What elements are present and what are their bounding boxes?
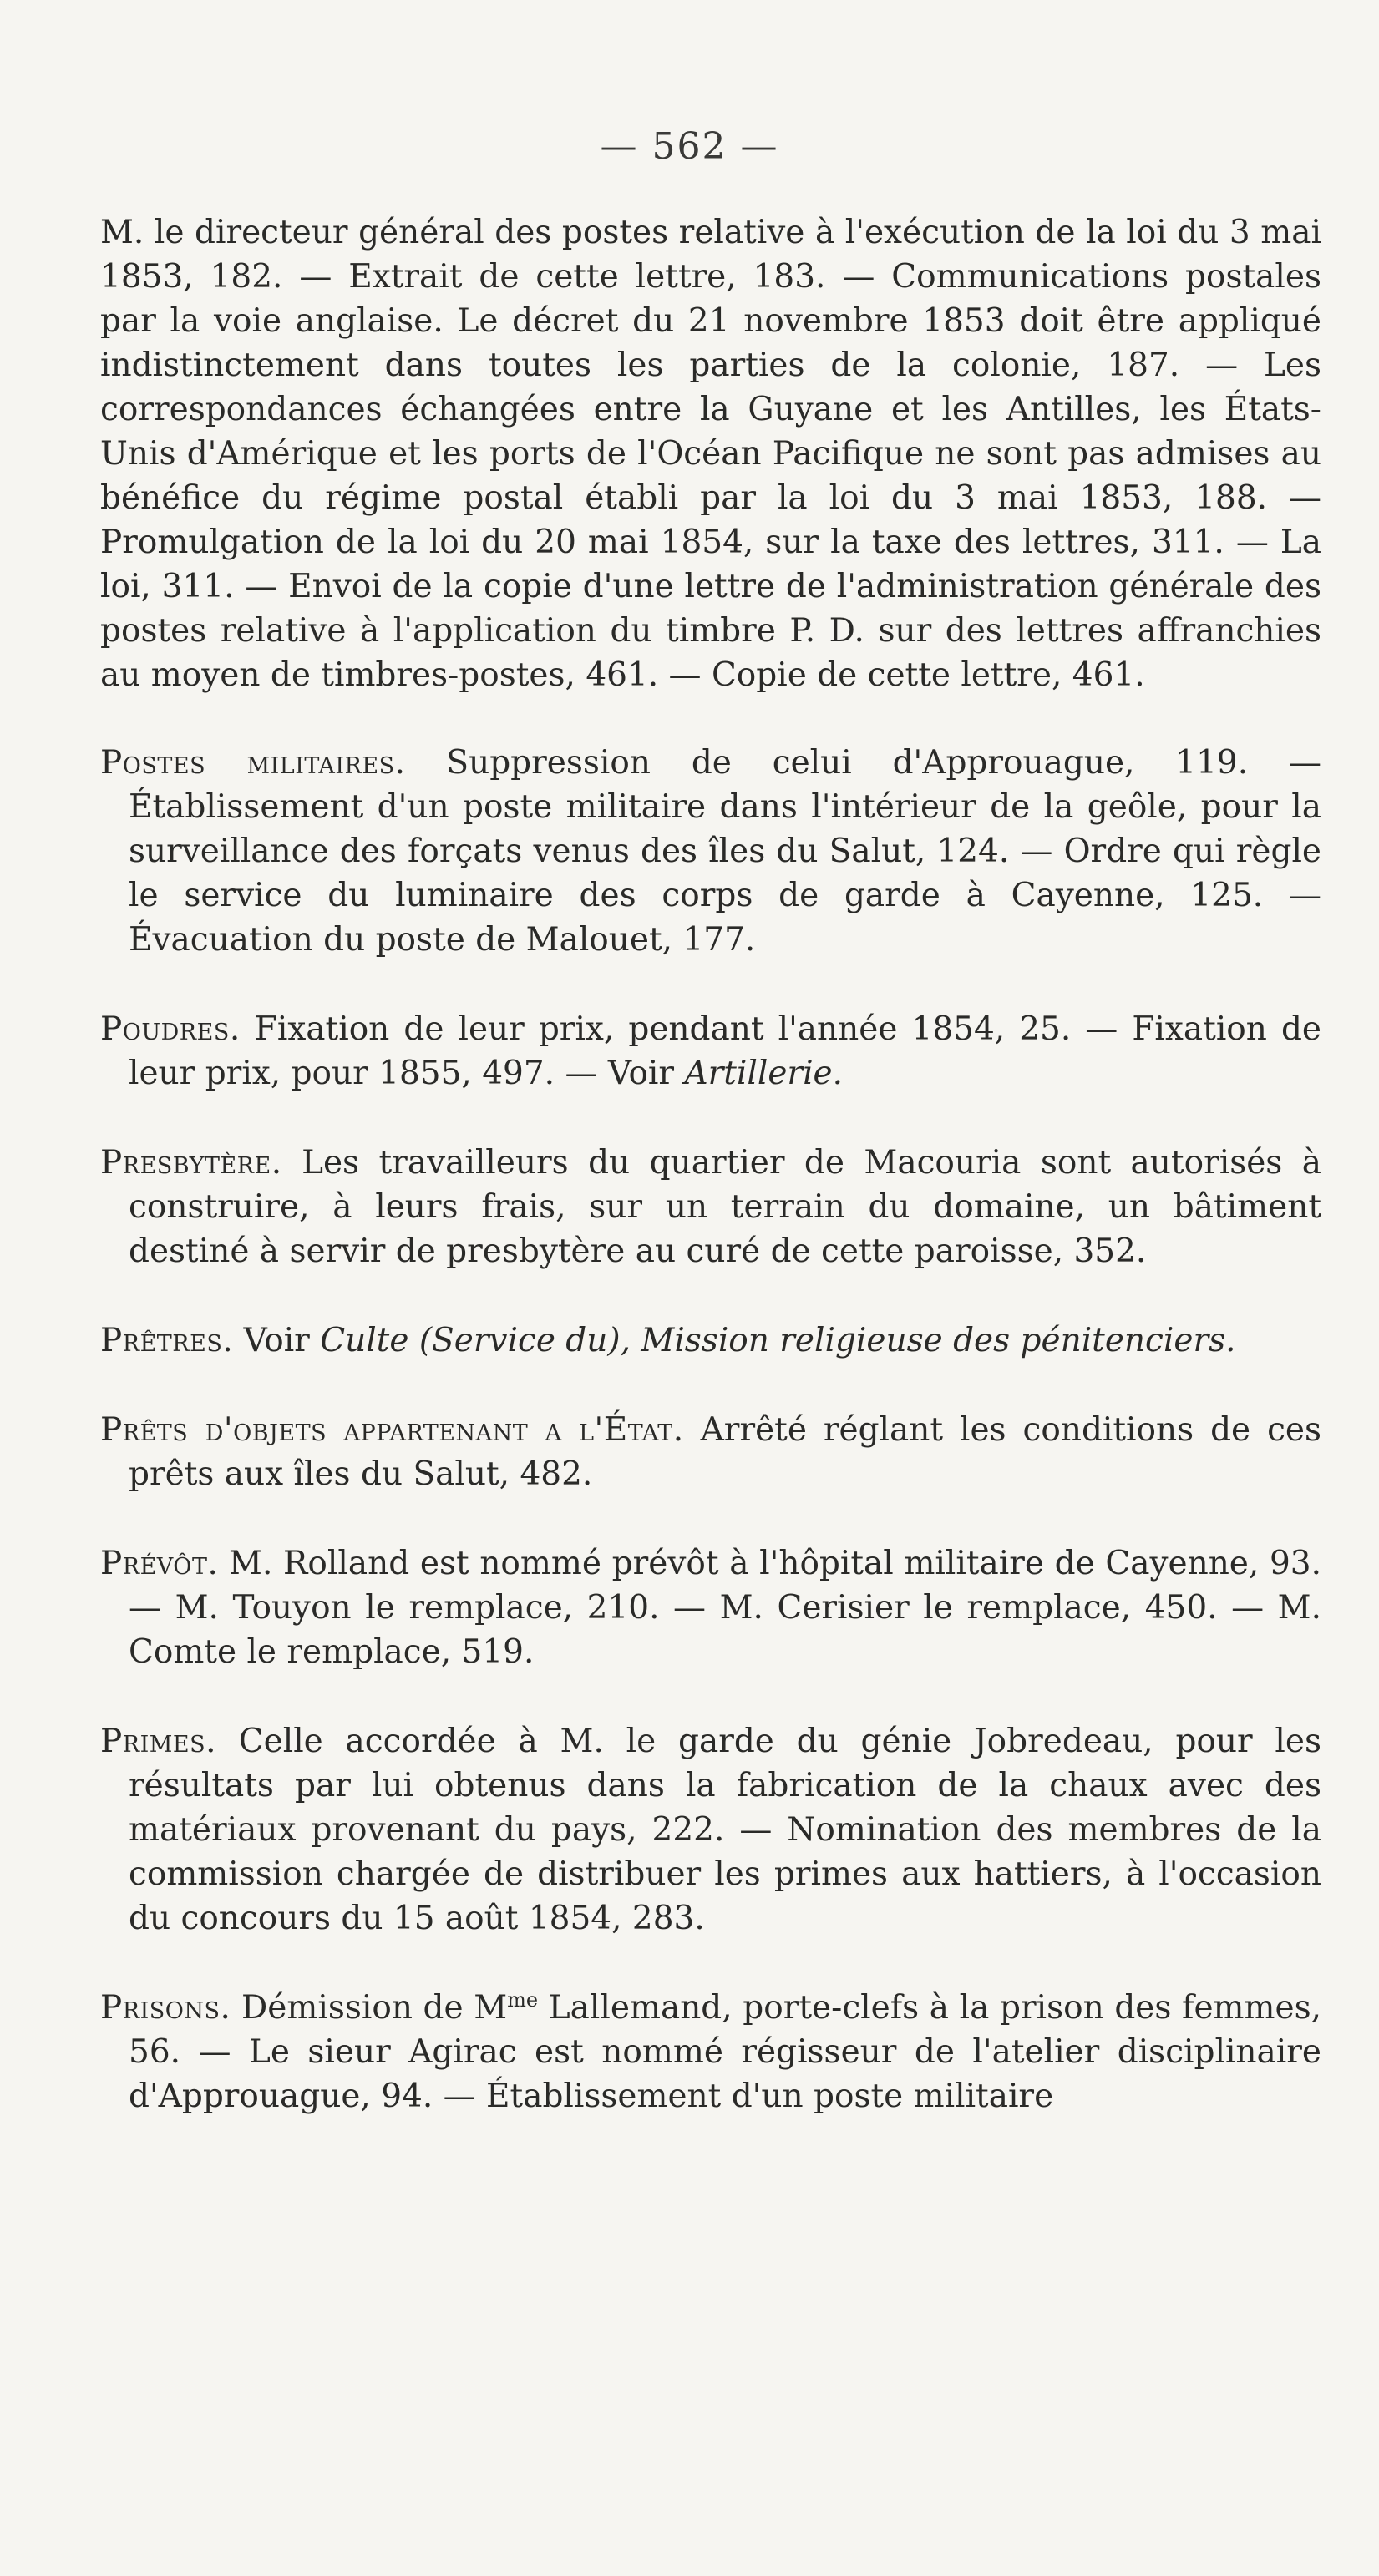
index-entry-poudres [100, 1007, 1321, 1096]
superscript-abbreviation: me [507, 1988, 539, 2012]
index-entry-postes-militaires [100, 741, 1321, 962]
entry-text: Suppression de celui d'Approuague, 119. — Établissement d'un poste militaire dans l'intérieur de la geôle, pour la surveillance des forçats venus des îles du Salut, 124. — Ordre qui règle le service du luminaire des corps de garde à Cayenne, 125. — Évacuation du poste de Malouet, 177. [129, 744, 1321, 959]
index-entry-primes [100, 1719, 1321, 1941]
entry-heading: Prévôt. [100, 1545, 219, 1582]
entry-text: M. le directeur général des postes relative à l'exécution de la loi du 3 mai 1853, 182. — Extrait de cette lettre, 183. — Communications postales par la voie anglaise. Le décret du 21 novembre 1853 doit être appliqué indistinctement dans toutes les parties de la colonie, 187. — Les correspondances échangées entre la Guyane et les Antilles, les États-Unis d'Amérique et les ports de l'Océan Pacifique ne sont pas admises au bénéfice du régime postal établi par la loi du 3 mai 1853, 188. — Promulgation de la loi du 20 mai 1854, sur la taxe des lettres, 311. — La loi, 311. — Envoi de la copie d'une lettre de l'administration générale des postes relative à l'application du timbre P. D. sur des lettres affranchies au moyen de timbres-postes, 461. — Copie de cette lettre, 461. [100, 214, 1321, 694]
index-entry-presbytere [100, 1141, 1321, 1273]
entry-heading: Poudres. [100, 1010, 241, 1048]
entry-heading: Postes militaires. [100, 744, 406, 782]
entry-text: Arrêté réglant les conditions de ces prêts aux îles du Salut, 482. [129, 1411, 1321, 1493]
entry-heading: Primes. [100, 1723, 216, 1760]
entry-text-start: Démission de M [241, 1989, 508, 2027]
index-entry-pretres [100, 1318, 1321, 1363]
entry-text: Celle accordée à M. le garde du génie Jobredeau, pour les résultats par lui obtenus dans la fabrication de la chaux avec des matériaux provenant du pays, 222. — Nomination des membres de la commission chargée de distribuer les primes aux hattiers, à l'occasion du concours du 15 août 1854, 283. [129, 1723, 1322, 1937]
entry-heading: Presbytère. [100, 1144, 282, 1182]
entry-text: Lallemand, porte-clefs à la prison des femmes, 56. — Le sieur Agirac est nommé régisseur de l'atelier disciplinaire d'Approuague, 94. — Établissement d'un poste militaire [129, 1989, 1321, 2115]
entry-text: M. Rolland est nommé prévôt à l'hôpital militaire de Cayenne, 93. — M. Touyon le remplace, 210. — M. Cerisier le remplace, 450. — M. Comte le remplace, 519. [129, 1545, 1321, 1671]
index-entry-prisons [100, 1986, 1321, 2118]
entry-cross-reference: Artillerie. [684, 1055, 844, 1092]
index-entry-postes-continued [100, 210, 1321, 697]
page-number: — 562 — [600, 125, 779, 168]
entry-text: Fixation de leur prix, pendant l'année 1854, 25. — Fixation de leur prix, pour 1855, 497. — Voir [129, 1010, 1321, 1092]
entry-text: Voir [243, 1322, 310, 1359]
entry-heading: Prisons. [100, 1989, 231, 2027]
entry-cross-reference: Culte (Service du), Mission religieuse des pénitenciers. [320, 1322, 1236, 1359]
entry-heading: Prêts d'objets appartenant a l'État. [100, 1411, 684, 1449]
index-entry-prevot [100, 1541, 1321, 1674]
index-entries [100, 210, 1321, 2118]
entry-heading: Prêtres. [100, 1322, 234, 1359]
index-entry-prets-objets [100, 1408, 1321, 1496]
entry-text: Les travailleurs du quartier de Macouria sont autorisés à construire, à leurs frais, sur un terrain du domaine, un bâtiment destiné à servir de presbytère au curé de cette paroisse, 352. [129, 1144, 1321, 1270]
